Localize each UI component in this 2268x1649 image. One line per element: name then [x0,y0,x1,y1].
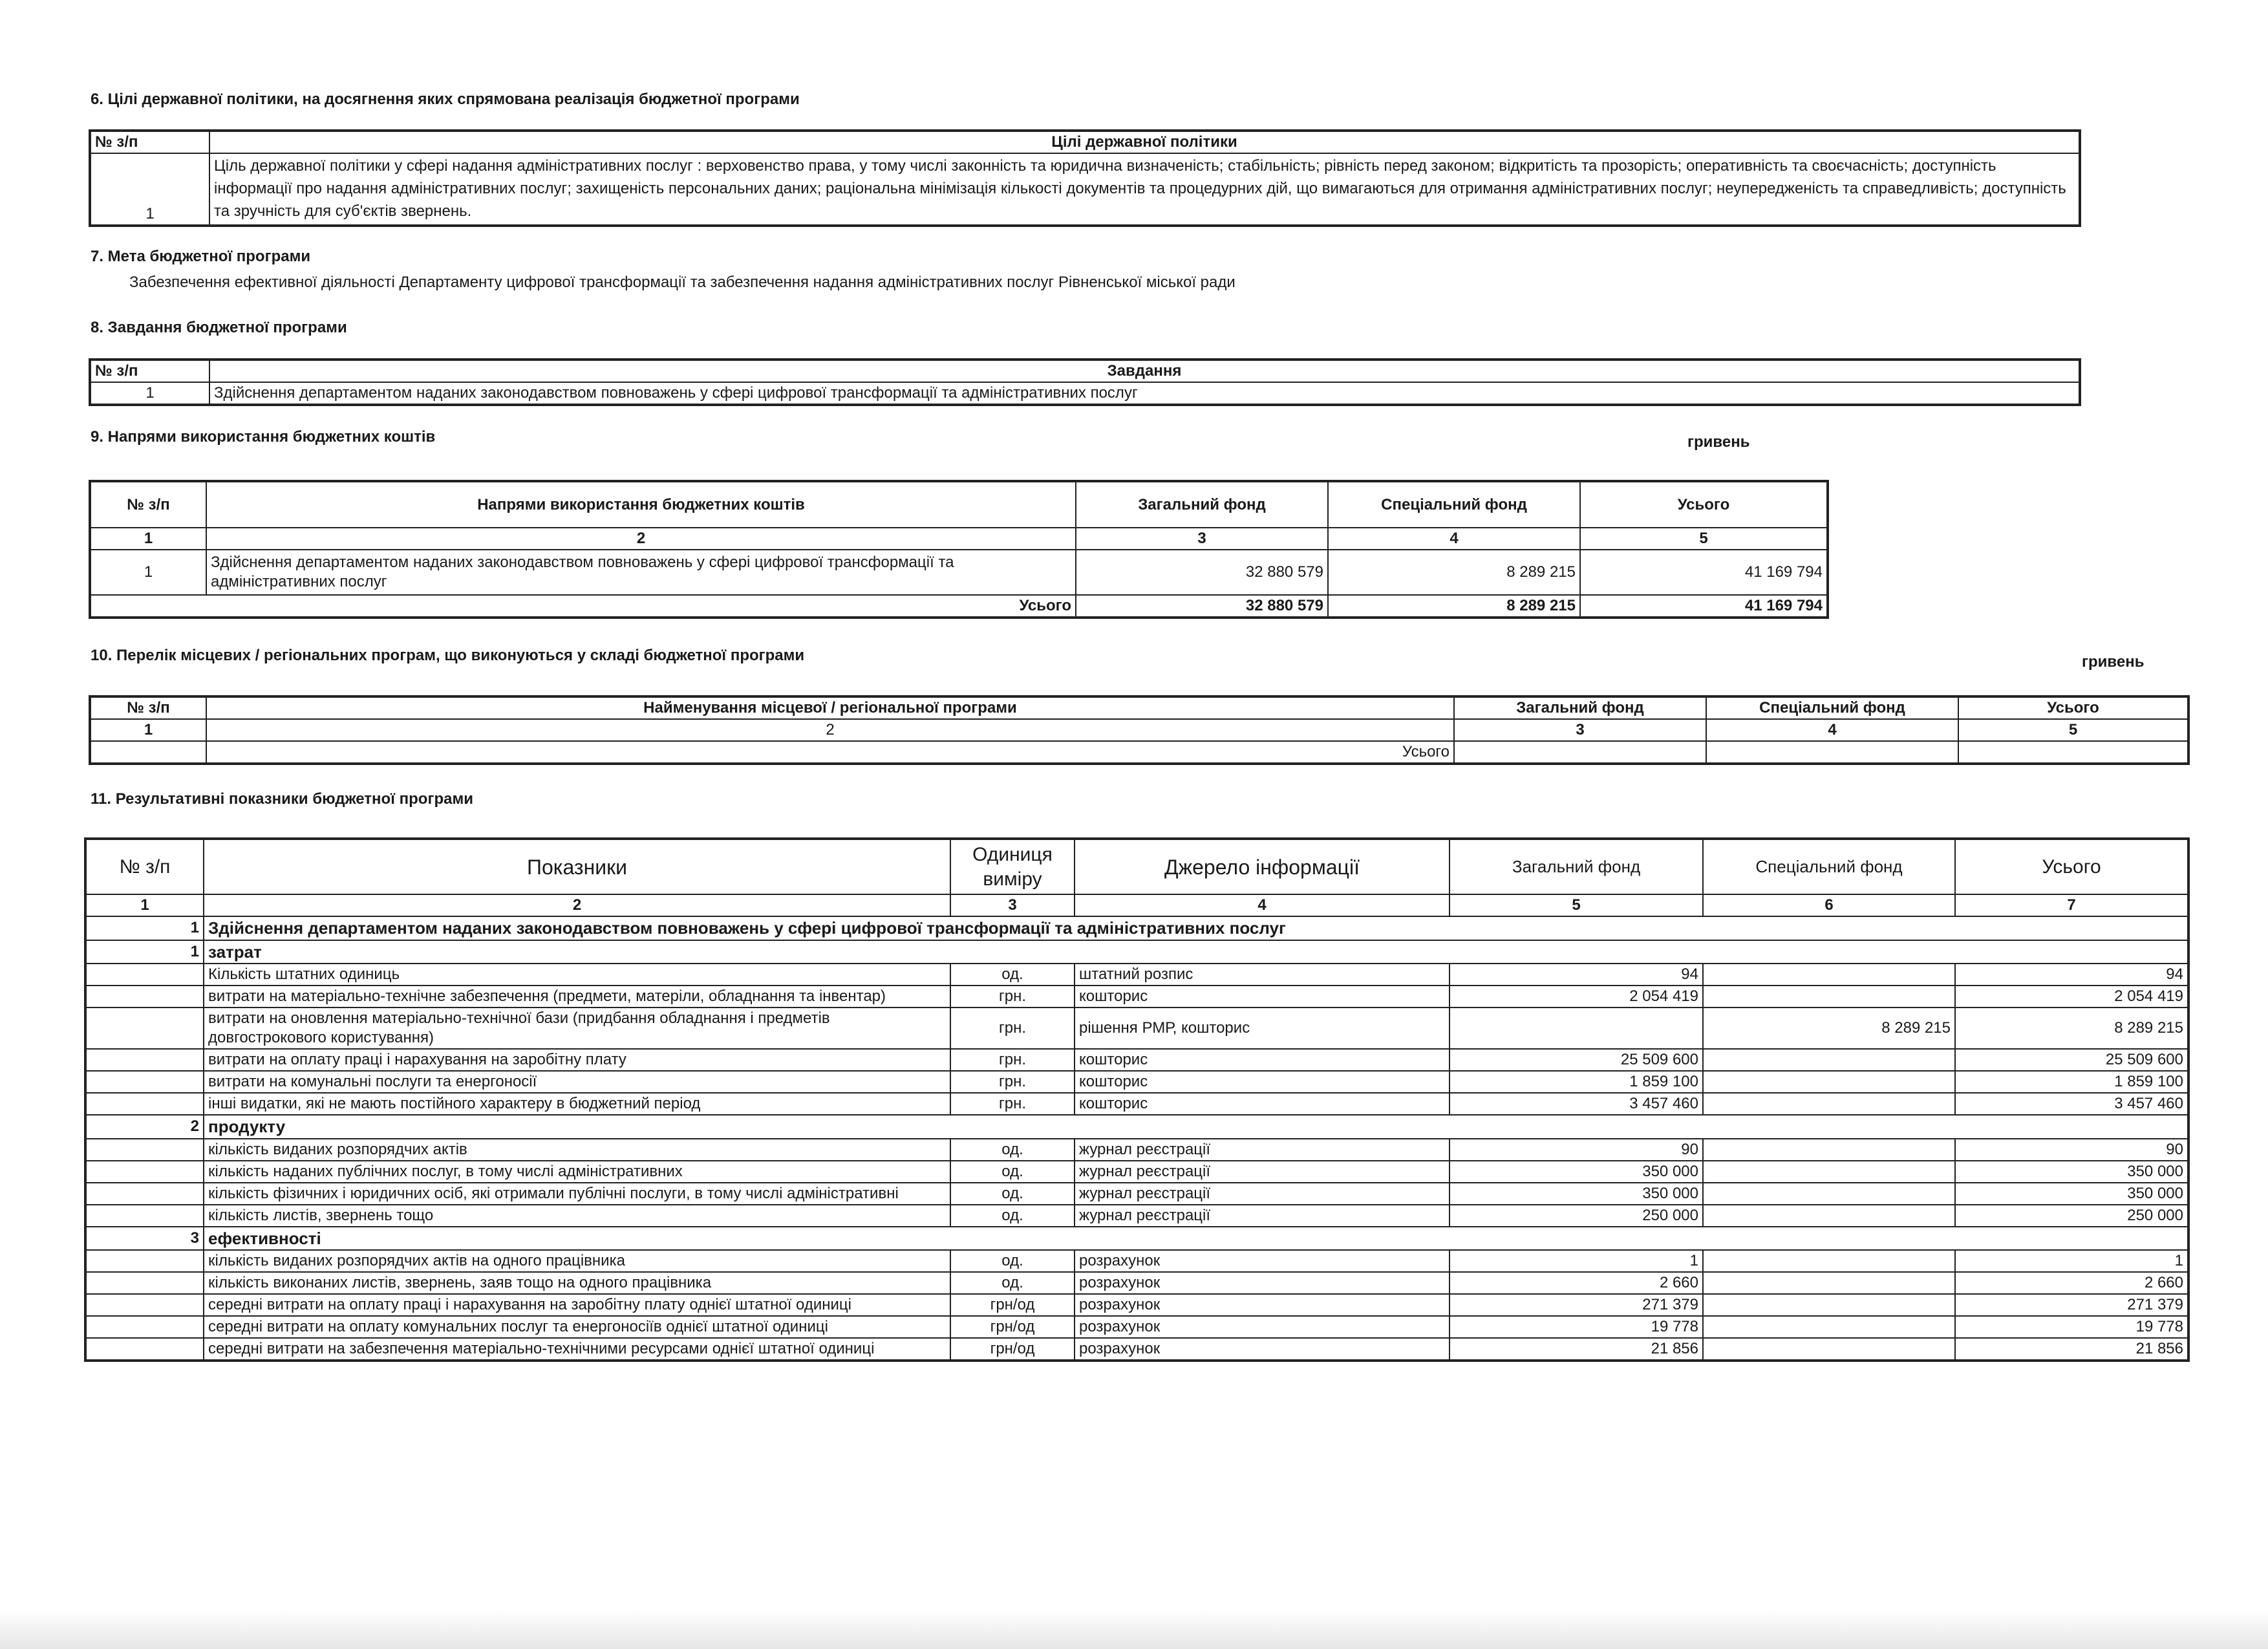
indicator-group-name: продукту [204,1115,2188,1139]
indicator-special-fund [1703,1071,1955,1093]
indicator-empty-num [85,1071,204,1093]
indicator-unit: грн. [950,1008,1075,1049]
indicator-unit: од. [950,1139,1075,1161]
scan-edge [0,1610,2268,1649]
indicator-unit: од. [950,964,1075,986]
indicator-row [85,1139,2188,1161]
indicator-unit: од. [950,1205,1075,1227]
indicator-general-fund: 90 [1450,1139,1703,1161]
indicator-general-fund: 271 379 [1450,1294,1703,1316]
indicator-row [85,1071,2188,1093]
s6-row-text: Ціль державної політики у сфері надання адміністративних послуг : верховенство права, у тому числі законність та юридична визначеність; стабільність; рівність перед законом; відкритість та прозорість; оперативність та своєчасність; доступність інформації про надання адміністративних послуг; захищеність персональних даних; раціональна мінімізація кількості документів та процедурних дій, що вимагаються для отримання адміністративних послуг; неупередженість та справедливість; доступність та зручність для суб'єктів звернень. [209,153,2080,226]
indicator-empty-num [85,1205,204,1227]
s10-num-4: 4 [1706,719,1958,741]
indicator-name: кількість виданих розпорядчих актів [204,1139,950,1161]
s9-row-name: Здійснення департаментом наданих законодавством повноважень у сфері цифрової трансформації та адміністративних послуг [206,550,1076,595]
indicator-row [85,1205,2188,1227]
indicator-name: кількість фізичних і юридичних осіб, які отримали публічні послуги, в тому числі адміністративні [204,1183,950,1205]
s11-num-1: 1 [85,894,204,916]
indicator-general-fund: 2 660 [1450,1272,1703,1294]
section-6-title: 6. Цілі державної політики, на досягнення яких спрямована реалізація бюджетної програми [91,91,800,108]
indicator-empty-num [85,1316,204,1338]
indicator-source: розрахунок [1075,1316,1450,1338]
indicator-source: журнал реєстрації [1075,1205,1450,1227]
s9-header-total: Усього [1580,481,1828,528]
indicator-unit: грн. [950,1093,1075,1115]
s11-header-general: Загальний фонд [1450,839,1703,894]
indicator-source: журнал реєстрації [1075,1183,1450,1205]
indicator-special-fund [1703,1161,1955,1183]
indicator-total: 94 [1955,964,2188,986]
indicator-empty-num [85,964,204,986]
s8-col-task: Завдання [209,360,2080,382]
indicator-total: 1 [1955,1250,2188,1272]
indicator-special-fund [1703,1316,1955,1338]
s6-col-goal: Цілі державної політики [209,131,2080,153]
indicator-group-num: 3 [85,1227,204,1251]
indicator-row [85,1294,2188,1316]
s11-task-num: 1 [85,916,204,940]
indicator-unit: од. [950,1272,1075,1294]
section-9-table [89,480,1829,619]
indicator-row [85,1316,2188,1338]
indicator-group-name: ефективності [204,1227,2188,1251]
indicator-source: кошторис [1075,1049,1450,1071]
indicator-empty-num [85,1008,204,1049]
indicator-total: 25 509 600 [1955,1049,2188,1071]
indicator-general-fund: 250 000 [1450,1205,1703,1227]
s9-row-special: 8 289 215 [1328,550,1580,595]
indicator-source: розрахунок [1075,1272,1450,1294]
s10-total-general [1454,741,1706,764]
indicator-special-fund [1703,1139,1955,1161]
indicator-source: рішення РМР, кошторис [1075,1008,1450,1049]
indicator-general-fund: 25 509 600 [1450,1049,1703,1071]
indicator-general-fund: 21 856 [1450,1338,1703,1361]
indicator-empty-num [85,1272,204,1294]
s9-header-num: № з/п [90,481,206,528]
indicator-special-fund [1703,1049,1955,1071]
indicator-special-fund [1703,1205,1955,1227]
indicator-name: витрати на оплату праці і нарахування на заробітну плату [204,1049,950,1071]
indicator-general-fund: 2 054 419 [1450,986,1703,1008]
indicator-unit: од. [950,1161,1075,1183]
s11-num-4: 4 [1075,894,1450,916]
s9-num-5: 5 [1580,528,1828,550]
s10-num-1: 1 [90,719,206,741]
s10-header-special: Спеціальний фонд [1706,696,1958,719]
section-9-unit: гривень [1687,433,1750,451]
section-8-title: 8. Завдання бюджетної програми [91,319,347,336]
indicator-row [85,1008,2188,1049]
s8-col-num: № з/п [90,360,209,382]
indicator-unit: од. [950,1183,1075,1205]
s9-row-general: 32 880 579 [1076,550,1328,595]
indicator-name: середні витрати на оплату праці і нарахування на заробітну плату однієї штатної одиниці [204,1294,950,1316]
section-7-title: 7. Мета бюджетної програми [91,248,311,265]
s9-total-label: Усього [90,595,1076,618]
s11-header-indicator: Показники [204,839,950,894]
indicator-name: витрати на матеріально-технічне забезпечення (предмети, матеріли, обладнання та інвентар) [204,986,950,1008]
indicator-unit: грн/од [950,1338,1075,1361]
indicator-empty-num [85,1338,204,1361]
indicator-group-num: 1 [85,940,204,964]
indicator-source: кошторис [1075,1093,1450,1115]
indicator-general-fund: 3 457 460 [1450,1093,1703,1115]
s11-header-unit: Одиниця виміру [950,839,1075,894]
indicator-name: кількість листів, звернень тощо [204,1205,950,1227]
s11-header-special: Спеціальний фонд [1703,839,1955,894]
s11-header-source: Джерело інформації [1075,839,1450,894]
s9-total-total: 41 169 794 [1580,595,1828,618]
indicator-group-row [85,1227,2188,1251]
s10-num-3: 3 [1454,719,1706,741]
s10-total-label: Усього [206,741,1454,764]
indicator-group-num: 2 [85,1115,204,1139]
s9-header-direction: Напрями використання бюджетних коштів [206,481,1076,528]
indicator-special-fund [1703,1183,1955,1205]
indicator-source: кошторис [1075,986,1450,1008]
indicator-source: розрахунок [1075,1294,1450,1316]
s10-num-5: 5 [1958,719,2188,741]
indicator-total: 350 000 [1955,1161,2188,1183]
section-10-unit: гривень [2082,653,2145,671]
indicator-total: 21 856 [1955,1338,2188,1361]
indicator-total: 19 778 [1955,1316,2188,1338]
section-6-table [89,129,2081,227]
indicator-empty-num [85,1183,204,1205]
indicator-total: 271 379 [1955,1294,2188,1316]
indicator-total: 8 289 215 [1955,1008,2188,1049]
indicator-special-fund [1703,986,1955,1008]
indicator-empty-num [85,1139,204,1161]
indicator-special-fund [1703,964,1955,986]
s10-total-special [1706,741,1958,764]
indicator-name: кількість виконаних листів, звернень, заяв тощо на одного працівника [204,1272,950,1294]
indicator-row [85,1338,2188,1361]
indicator-row [85,1161,2188,1183]
indicator-special-fund [1703,1250,1955,1272]
s9-num-4: 4 [1328,528,1580,550]
indicator-source: журнал реєстрації [1075,1139,1450,1161]
s11-body [85,916,2188,1361]
indicator-special-fund [1703,1338,1955,1361]
indicator-source: розрахунок [1075,1338,1450,1361]
s11-header-total: Усього [1955,839,2188,894]
indicator-empty-num [85,1294,204,1316]
indicator-general-fund: 1 [1450,1250,1703,1272]
indicator-row [85,1183,2188,1205]
section-10-table [89,695,2190,765]
indicator-name: Кількість штатних одиниць [204,964,950,986]
indicator-source: штатний розпис [1075,964,1450,986]
indicator-special-fund [1703,1272,1955,1294]
s8-row-text: Здійснення департаментом наданих законодавством повноважень у сфері цифрової трансформації та адміністративних послуг [209,382,2080,405]
indicator-general-fund: 94 [1450,964,1703,986]
s10-empty-num [90,741,206,764]
indicator-general-fund: 1 859 100 [1450,1071,1703,1093]
s11-num-6: 6 [1703,894,1955,916]
section-8-table [89,358,2081,406]
indicator-total: 350 000 [1955,1183,2188,1205]
s10-header-general: Загальний фонд [1454,696,1706,719]
indicator-name: витрати на оновлення матеріально-технічної бази (придбання обладнання і предметів довгострокового користування) [204,1008,950,1049]
s9-num-2: 2 [206,528,1076,550]
s6-col-num: № з/п [90,131,209,153]
indicator-total: 1 859 100 [1955,1071,2188,1093]
indicator-total: 90 [1955,1139,2188,1161]
section-7-text: Забезпечення ефективної діяльності Департаменту цифрової трансформації та забезпечення надання адміністративних послуг Рівненської міської ради [129,274,1236,291]
s11-num-7: 7 [1955,894,2188,916]
section-9-title: 9. Напрями використання бюджетних коштів [91,428,436,446]
indicator-unit: грн. [950,1071,1075,1093]
indicator-row [85,964,2188,986]
s10-header-program: Найменування місцевої / регіональної програми [206,696,1454,719]
indicator-empty-num [85,1161,204,1183]
indicator-source: розрахунок [1075,1250,1450,1272]
s11-header-num: № з/п [85,839,204,894]
indicator-total: 2 054 419 [1955,986,2188,1008]
section-11-title: 11. Результативні показники бюджетної програми [91,790,473,808]
indicator-total: 2 660 [1955,1272,2188,1294]
s11-task-name: Здійснення департаментом наданих законодавством повноважень у сфері цифрової трансформації та адміністративних послуг [204,916,2188,940]
indicator-general-fund: 350 000 [1450,1183,1703,1205]
indicator-unit: од. [950,1250,1075,1272]
s9-header-special: Спеціальний фонд [1328,481,1580,528]
section-10-title: 10. Перелік місцевих / регіональних програм, що виконуються у складі бюджетної програми [91,647,805,664]
section-11-table [84,837,2190,1362]
s9-total-general: 32 880 579 [1076,595,1328,618]
indicator-row [85,986,2188,1008]
indicator-name: витрати на комунальні послуги та енергоносії [204,1071,950,1093]
indicator-group-row [85,1115,2188,1139]
s9-total-special: 8 289 215 [1328,595,1580,618]
indicator-special-fund [1703,1294,1955,1316]
s11-num-2: 2 [204,894,950,916]
s11-num-3: 3 [950,894,1075,916]
indicator-general-fund: 19 778 [1450,1316,1703,1338]
s9-row-total: 41 169 794 [1580,550,1828,595]
s6-row-num: 1 [90,153,209,226]
s9-header-general: Загальний фонд [1076,481,1328,528]
indicator-empty-num [85,1250,204,1272]
indicator-group-row [85,940,2188,964]
s9-num-3: 3 [1076,528,1328,550]
indicator-name: середні витрати на оплату комунальних послуг та енергоносіїв однієї штатної одиниці [204,1316,950,1338]
indicator-empty-num [85,1093,204,1115]
s10-header-total: Усього [1958,696,2188,719]
indicator-total: 250 000 [1955,1205,2188,1227]
indicator-name: середні витрати на забезпечення матеріально-технічними ресурсами однієї штатної одиниці [204,1338,950,1361]
indicator-general-fund [1450,1008,1703,1049]
indicator-unit: грн. [950,1049,1075,1071]
s10-header-num: № з/п [90,696,206,719]
s9-row-num: 1 [90,550,206,595]
s11-num-5: 5 [1450,894,1703,916]
s10-total-total [1958,741,2188,764]
s9-num-1: 1 [90,528,206,550]
indicator-group-name: затрат [204,940,2188,964]
indicator-row [85,1250,2188,1272]
s8-row-num: 1 [90,382,209,405]
indicator-empty-num [85,986,204,1008]
indicator-special-fund [1703,1093,1955,1115]
indicator-special-fund: 8 289 215 [1703,1008,1955,1049]
indicator-row [85,1049,2188,1071]
indicator-name: кількість виданих розпорядчих актів на одного працівника [204,1250,950,1272]
indicator-name: кількість наданих публічних послуг, в тому числі адміністративних [204,1161,950,1183]
indicator-source: кошторис [1075,1071,1450,1093]
indicator-unit: грн/од [950,1316,1075,1338]
indicator-name: інші видатки, які не мають постійного характеру в бюджетний період [204,1093,950,1115]
indicator-row [85,1272,2188,1294]
indicator-empty-num [85,1049,204,1071]
indicator-general-fund: 350 000 [1450,1161,1703,1183]
indicator-row [85,1093,2188,1115]
s10-num-2: 2 [206,719,1454,741]
indicator-total: 3 457 460 [1955,1093,2188,1115]
indicator-unit: грн. [950,986,1075,1008]
indicator-source: журнал реєстрації [1075,1161,1450,1183]
indicator-unit: грн/од [950,1294,1075,1316]
